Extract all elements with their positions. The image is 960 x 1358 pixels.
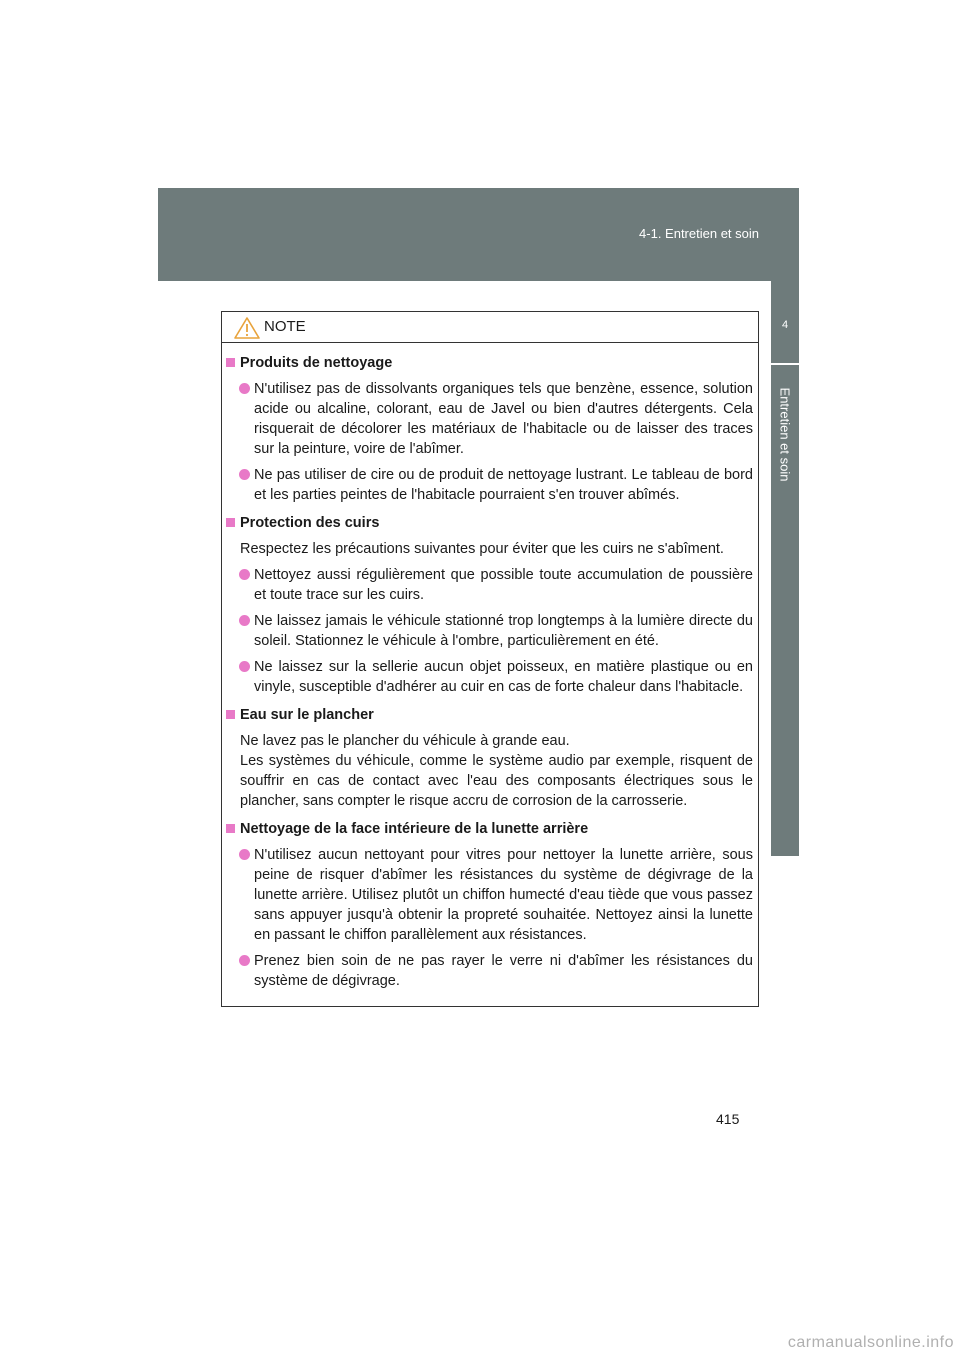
- list-item: Prenez bien soin de ne pas rayer le verre ni d'abîmer les résistances du système de dégivrage.: [224, 951, 753, 991]
- chapter-label: Entretien et soin: [777, 387, 793, 482]
- note-body: [222, 343, 758, 991]
- paragraph: Les systèmes du véhicule, comme le système audio par exemple, risquent de souffrir en cas de contact avec l'eau des composants électriques sous le plancher, sans compter le risque accru de corrosion de la carrosserie.: [240, 753, 753, 809]
- list-item: N'utilisez pas de dissolvants organiques tels que benzène, essence, solution acide ou alcaline, colorant, eau de Javel ou bien d'autres détergents. Cela risquerait de décolorer les matériaux de l'habitacle ou de laisser des traces sur la peinture, voire de l'abîmer.: [224, 379, 753, 459]
- chapter-tab-label: [771, 365, 799, 856]
- page-number: 415: [716, 1111, 740, 1127]
- section-intro: Respectez les précautions suivantes pour éviter que les cuirs ne s'abîment.: [240, 541, 724, 557]
- round-bullet-icon: [239, 569, 250, 580]
- list-item: Ne laissez jamais le véhicule stationné trop longtemps à la lumière directe du soleil. Stationnez le véhicule à l'ombre, particulièrement en été.: [224, 611, 753, 651]
- round-bullet-icon: [239, 383, 250, 394]
- round-bullet-icon: [239, 661, 250, 672]
- square-bullet-icon: [226, 358, 235, 367]
- list-item: Ne pas utiliser de cire ou de produit de nettoyage lustrant. Le tableau de bord et les parties peintes de l'habitacle pourraient s'en trouver abîmés.: [224, 465, 753, 505]
- list-item: N'utilisez aucun nettoyant pour vitres pour nettoyer la lunette arrière, sous peine de risquer d'abîmer les résistances du système de dégivrage de la lunette arrière. Utilisez plutôt un chiffon humecté d'eau tiède que vous passez sans appuyer jusqu'à obtenir la propreté souhaitée. Nettoyez ainsi la lunette en passant le chiffon parallèlement aux résistances.: [224, 845, 753, 945]
- section-title: 4-1. Entretien et soin: [639, 226, 759, 241]
- square-bullet-icon: [226, 518, 235, 527]
- note-box: [221, 311, 759, 1007]
- chapter-number: 4: [781, 319, 789, 331]
- section-heading: Protection des cuirs: [224, 513, 753, 533]
- watermark: carmanualsonline.info: [787, 1334, 954, 1351]
- chapter-tab-number: [771, 281, 799, 363]
- section-heading: Nettoyage de la face intérieure de la lunette arrière: [224, 819, 753, 839]
- square-bullet-icon: [226, 710, 235, 719]
- section-heading: Produits de nettoyage: [224, 353, 753, 373]
- note-title: NOTE: [264, 318, 306, 335]
- note-header: [222, 312, 758, 343]
- round-bullet-icon: [239, 469, 250, 480]
- round-bullet-icon: [239, 849, 250, 860]
- paragraph: Ne lavez pas le plancher du véhicule à grande eau.: [240, 733, 570, 749]
- square-bullet-icon: [226, 824, 235, 833]
- round-bullet-icon: [239, 615, 250, 626]
- list-item: Nettoyez aussi régulièrement que possible toute accumulation de poussière et toute trace sur les cuirs.: [224, 565, 753, 605]
- section-heading: Eau sur le plancher: [224, 705, 753, 725]
- warning-triangle-icon: [233, 316, 261, 340]
- list-item: Ne laissez sur la sellerie aucun objet poisseux, en matière plastique ou en vinyle, susceptible d'adhérer au cuir en cas de forte chaleur dans l'habitacle.: [224, 657, 753, 697]
- section-header-band: [158, 188, 799, 281]
- round-bullet-icon: [239, 955, 250, 966]
